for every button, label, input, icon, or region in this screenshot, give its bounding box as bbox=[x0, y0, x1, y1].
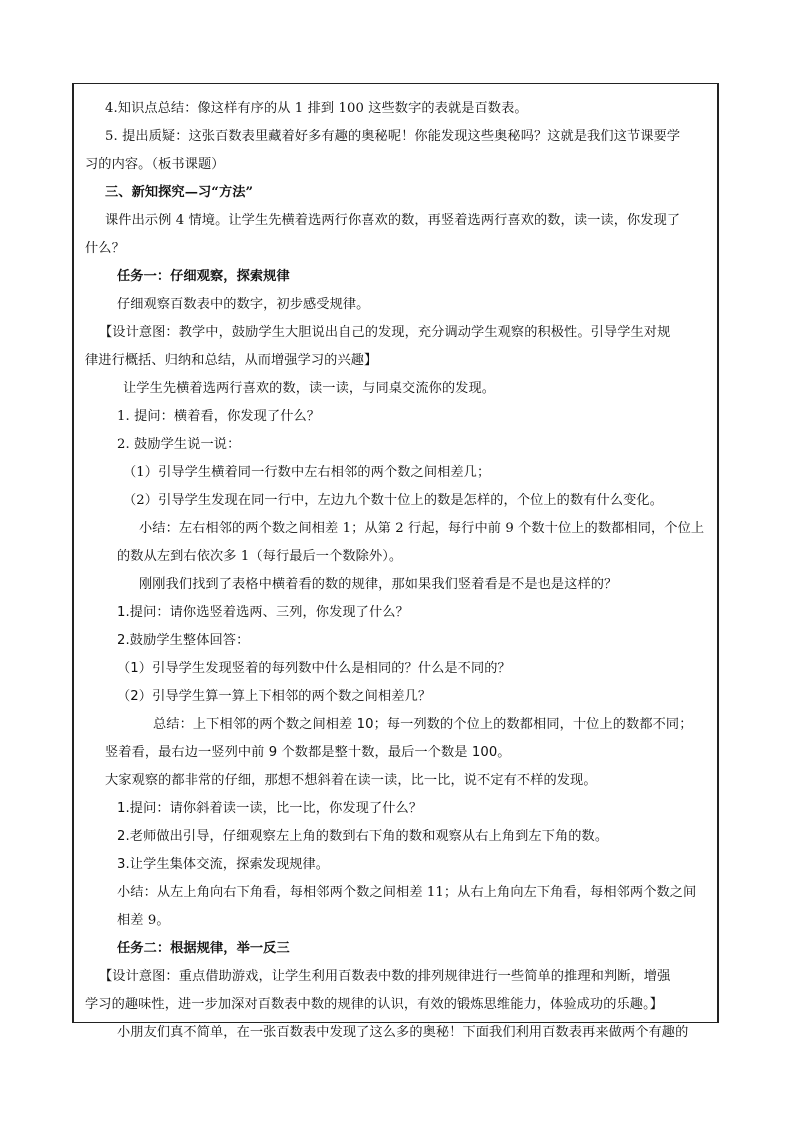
summary-line: 总结：上下相邻的两个数之间相差 10；每一列数的个位上的数都相同，十位上的数都不同； bbox=[153, 717, 693, 732]
section-heading: 三、新知探究—习“方法” bbox=[105, 185, 254, 200]
summary-line: 小结：从左上角向右下角看，每相邻两个数之间相差 11；从右上角向左下角看，每相邻两个数之间 bbox=[117, 885, 697, 900]
text-line: 相差 9。 bbox=[117, 913, 170, 928]
text-line: （2）引导学生发现在同一行中，左边九个数十位上的数是怎样的，个位上的数有什么变化。 bbox=[123, 493, 663, 508]
text-line: 2.鼓励学生整体回答： bbox=[117, 633, 250, 648]
design-intent-line: 学习的趣味性，进一步加深对百数表中数的规律的认识，有效的锻炼思维能力，体验成功的乐趣。】 bbox=[85, 997, 664, 1012]
text-line: 课件出示例 4 情境。让学生先横着选两行你喜欢的数，再竖着选两行喜欢的数，读一读，你发现了 bbox=[105, 213, 681, 228]
summary-line: 小结：左右相邻的两个数之间相差 1；从第 2 行起，每行中前 9 个数十位上的数都相同，个位上 bbox=[139, 521, 705, 536]
text-line: 让学生先横着选两行喜欢的数，读一读，与同桌交流你的发现。 bbox=[123, 381, 496, 396]
text-line: 竖着看，最右边一竖列中前 9 个数都是整十数，最后一个数是 100。 bbox=[105, 745, 511, 760]
text-line: 3.让学生集体交流，探索发现规律。 bbox=[117, 857, 330, 872]
text-line: 1.提问：请你选竖着选两、三列，你发现了什么？ bbox=[117, 605, 409, 620]
text-line: 4.知识点总结：像这样有序的从 1 排到 100 这些数字的表就是百数表。 bbox=[105, 101, 528, 116]
text-line: 刚刚我们找到了表格中横着看的数的规律，那如果我们竖着看是不是也是这样的？ bbox=[139, 577, 618, 592]
text-line: 什么？ bbox=[85, 241, 125, 256]
text-line: 1. 提问：横着看，你发现了什么？ bbox=[117, 409, 321, 424]
table-right-border bbox=[717, 84, 718, 1022]
text-line: （2）引导学生算一算上下相邻的两个数之间相差几？ bbox=[117, 689, 432, 704]
text-line: 1.提问：请你斜着读一读，比一比，你发现了什么？ bbox=[117, 801, 423, 816]
text-line: 2. 鼓励学生说一说： bbox=[117, 437, 241, 452]
text-line: 小朋友们真不简单，在一张百数表中发现了这么多的奥秘！下面我们利用百数表再来做两个有趣的 bbox=[117, 1025, 689, 1040]
design-intent-line: 律进行概括、归纳和总结，从而增强学习的兴趣】 bbox=[85, 353, 378, 368]
table-left-border bbox=[73, 84, 74, 1022]
text-line: （1）引导学生发现竖着的每列数中什么是相同的？什么是不同的？ bbox=[117, 661, 511, 676]
text-line: 大家观察的都非常的仔细，那想不想斜着在读一读，比一比，说不定有不样的发现。 bbox=[105, 773, 597, 788]
task-heading: 任务一：仔细观察，探索规律 bbox=[117, 269, 290, 284]
lesson-content bbox=[79, 95, 712, 1047]
design-intent-line: 【设计意图：教学中，鼓励学生大胆说出自己的发现，充分调动学生观察的积极性。引导学生对规 bbox=[99, 325, 671, 340]
task-heading: 任务二：根据规律，举一反三 bbox=[117, 941, 290, 956]
text-line: 习的内容。（板书课题） bbox=[85, 157, 225, 172]
lesson-plan-table-cell bbox=[72, 83, 719, 1040]
text-line: 2.老师做出引导，仔细观察左上角的数到右下角的数和观察从右上角到左下角的数。 bbox=[117, 829, 609, 844]
text-line: 的数从左到右依次多 1（每行最后一个数除外）。 bbox=[117, 549, 403, 564]
design-intent-line: 【设计意图：重点借助游戏，让学生利用百数表中数的排列规律进行一些简单的推理和判断，增强 bbox=[99, 969, 671, 984]
text-line: （1）引导学生横着同一行数中左右相邻的两个数之间相差几； bbox=[123, 465, 491, 480]
text-line: 仔细观察百数表中的数字，初步感受规律。 bbox=[117, 297, 370, 312]
text-line: 5. 提出质疑：这张百数表里藏着好多有趣的奥秘呢！你能发现这些奥秘吗？这就是我们这节课要学 bbox=[105, 129, 681, 144]
